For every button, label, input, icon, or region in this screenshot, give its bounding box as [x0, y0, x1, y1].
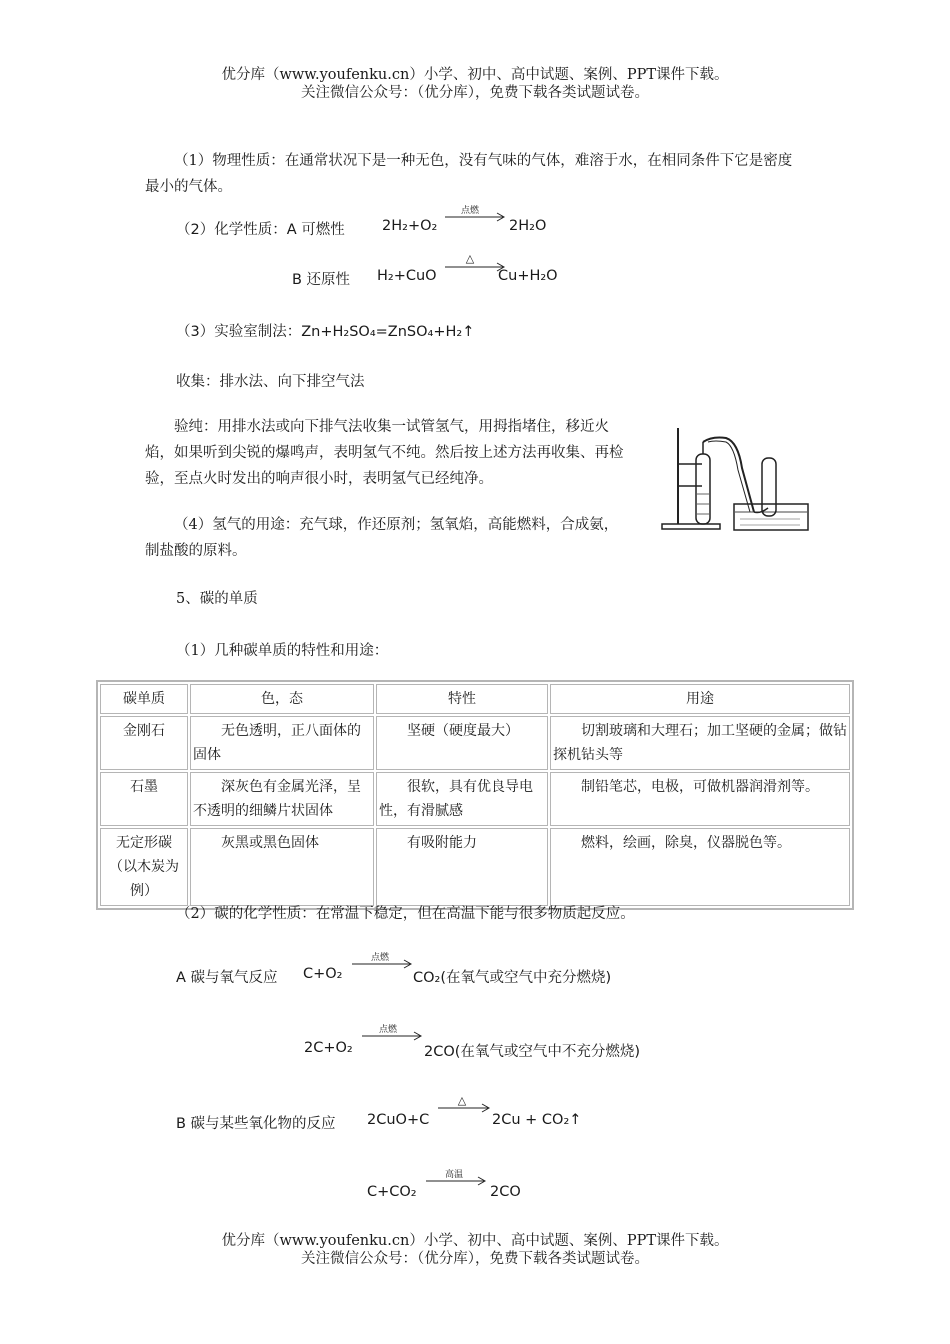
eq-c-o2-full-left: C+O₂	[303, 966, 343, 982]
table-header-row	[100, 684, 850, 714]
eq-c-cuo-right: 2Cu + CO₂↑	[492, 1112, 582, 1128]
table-cell: 制铅笔芯，电极，可做机器润滑剂等。	[550, 772, 850, 826]
reaction-arrow-icon	[362, 1031, 424, 1041]
eq-h2-cuo-right: Cu+H₂O	[498, 268, 558, 284]
table-cell: 灰黑或黑色固体	[190, 828, 374, 906]
footer-line-2: 关注微信公众号：（优分库），免费下载各类试题试卷。	[301, 1251, 649, 1267]
header-line-1: 优分库（www.youfenku.cn）小学、初中、高中试题、案例、PPT课件下载。	[221, 67, 729, 83]
eq-c-cuo-left: 2CuO+C	[367, 1112, 430, 1128]
eq-c-co2-condition: 高温	[444, 1170, 463, 1180]
eq-h2-burn-condition: 点燃	[460, 206, 479, 216]
eq-c-o2-full-label: A 碳与氧气反应	[176, 970, 278, 986]
table-row	[100, 828, 850, 906]
carbon-subtitle-2: （2）碳的化学性质：在常温下稳定，但在高温下能与很多物质起反应。	[176, 906, 635, 922]
table-cell: 金刚石	[100, 716, 188, 770]
eq-c-o2-part-left: 2C+O₂	[304, 1040, 353, 1056]
eq-c-o2-full-condition: 点燃	[370, 953, 389, 963]
table-cell: 很软，具有优良导电性，有滑腻感	[376, 772, 548, 826]
hydrogen-verify: 验纯：用排水法或向下排气法收集一试管氢气，用拇指堵住，移近火焰，如果听到尖锐的爆鸣声，表明氢气不纯。然后按上述方法再收集、再检验，至点火时发出的响声很小时，表明氢气已经纯净。	[145, 419, 624, 487]
eq-c-o2-part-right: 2CO(在氧气或空气中不充分燃烧)	[424, 1044, 641, 1060]
table-row	[100, 716, 850, 770]
eq-c-co2-left: C+CO₂	[367, 1184, 417, 1200]
eq-c-o2-full-right: CO₂(在氧气或空气中充分燃烧)	[413, 970, 612, 986]
table-cell: 石墨	[100, 772, 188, 826]
table-header-cell: 碳单质	[100, 684, 188, 714]
eq-h2-burn-right: 2H₂O	[509, 218, 547, 234]
carbon-subtitle-1: （1）几种碳单质的特性和用途：	[176, 643, 389, 659]
eq-c-co2-right: 2CO	[490, 1184, 521, 1200]
table-cell: 切割玻璃和大理石；加工坚硬的金属；做钻探机钻头等	[550, 716, 850, 770]
carbon-section-title: 5、碳的单质	[176, 591, 258, 607]
hydrogen-chemical-label: （2）化学性质：A 可燃性	[176, 222, 345, 238]
carbon-properties-table	[96, 680, 854, 910]
table-cell: 燃料，绘画，除臭，仪器脱色等。	[550, 828, 850, 906]
hydrogen-reduction-label: B 还原性	[292, 272, 351, 288]
eq-h2-burn-left: 2H₂+O₂	[382, 218, 438, 234]
reaction-arrow-icon	[445, 212, 507, 222]
header-line-2: 关注微信公众号：（优分库），免费下载各类试题试卷。	[301, 85, 649, 101]
table-cell: 有吸附能力	[376, 828, 548, 906]
eq-h2-cuo-left: H₂+CuO	[377, 268, 437, 284]
reaction-arrow-icon	[352, 959, 414, 969]
hydrogen-physical-properties: （1）物理性质：在通常状况下是一种无色，没有气味的气体，难溶于水，在相同条件下它是密度最小的气体。	[145, 153, 793, 195]
table-cell: 无色透明，正八面体的固体	[190, 716, 374, 770]
reaction-arrow-icon	[438, 1103, 492, 1113]
hydrogen-uses: （4）氢气的用途：充气球，作还原剂；氢氧焰，高能燃料，合成氨，制盐酸的原料。	[145, 517, 619, 559]
table-header-cell: 色，态	[190, 684, 374, 714]
reaction-arrow-icon	[426, 1176, 488, 1186]
table-header-cell: 用途	[550, 684, 850, 714]
table-header-cell: 特性	[376, 684, 548, 714]
eq-c-o2-part-condition: 点燃	[378, 1025, 397, 1035]
table-row	[100, 772, 850, 826]
eq-h2-cuo-condition: △	[465, 252, 475, 265]
table-cell: 无定形碳（以木炭为例）	[100, 828, 188, 906]
hydrogen-collect: 收集：排水法、向下排空气法	[176, 374, 365, 390]
eq-c-cuo-label: B 碳与某些氧化物的反应	[176, 1116, 336, 1132]
hydrogen-lab-prep: （3）实验室制法：Zn+H₂SO₄=ZnSO₄+H₂↑	[176, 324, 475, 340]
gas-collection-apparatus-image	[660, 424, 810, 536]
footer-line-1: 优分库（www.youfenku.cn）小学、初中、高中试题、案例、PPT课件下载。	[221, 1233, 729, 1249]
eq-c-cuo-condition: △	[457, 1094, 467, 1107]
table-cell: 深灰色有金属光泽，呈不透明的细鳞片状固体	[190, 772, 374, 826]
table-cell: 坚硬（硬度最大）	[376, 716, 548, 770]
